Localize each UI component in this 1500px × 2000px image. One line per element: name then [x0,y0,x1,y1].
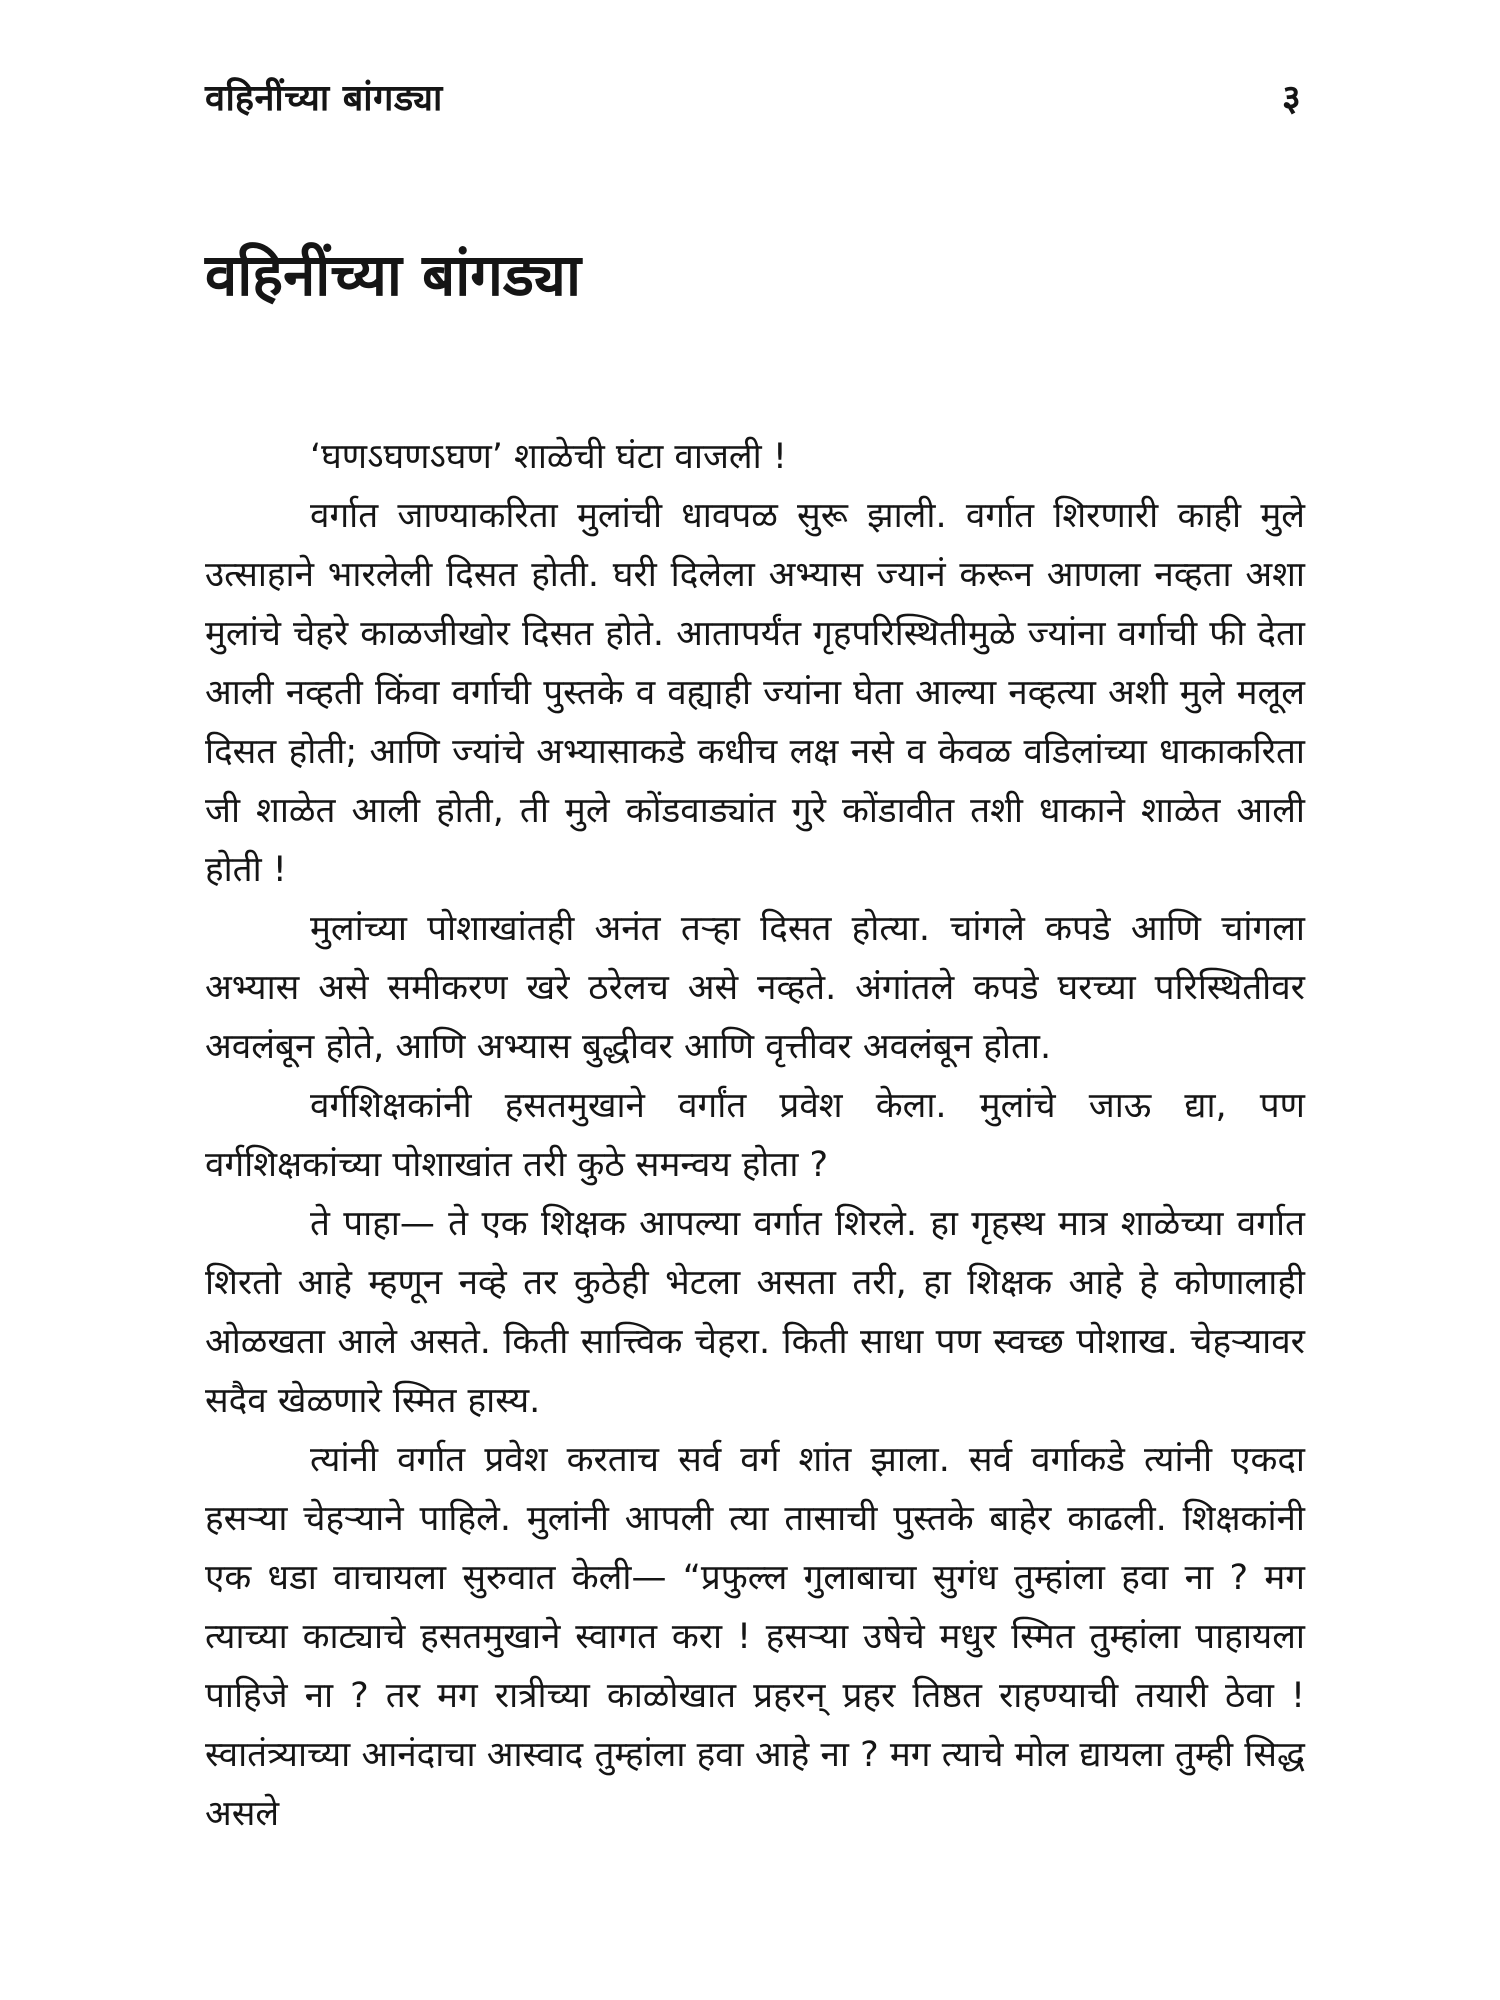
running-header-title: वहिनींच्या बांगड्या [205,78,443,119]
paragraph-2: वर्गात जाण्याकरिता मुलांची धावपळ सुरू झाली. वर्गात शिरणारी काही मुले उत्साहाने भारलेली दिसत होती. घरी दिलेला अभ्यास ज्यानं करून आणला नव्हता अशा मुलांचे चेहरे काळजीखोर दिसत होते. आतापर्यंत गृहपरिस्थितीमुळे ज्यांना वर्गाची फी देता आली नव्हती किंवा वर्गाची पुस्तके व वह्याही ज्यांना घेता आल्या नव्हत्या अशी मुले मलूल दिसत होती; आणि ज्यांचे अभ्यासाकडे कधीच लक्ष नसे व केवळ वडिलांच्या धाकाकरिता जी शाळेत आली होती, ती मुले कोंडवाड्यांत गुरे कोंडावीत तशी धाकाने शाळेत आली होती ! [205,496,1305,890]
paragraph-6: त्यांनी वर्गात प्रवेश करताच सर्व वर्ग शांत झाला. सर्व वर्गाकडे त्यांनी एकदा हसऱ्या चेहऱ्याने पाहिले. मुलांनी आपली त्या तासाची पुस्तके बाहेर काढली. शिक्षकांनी एक धडा वाचायला सुरुवात केली— “प्रफुल्ल गुलाबाचा सुगंध तुम्हांला हवा ना ? मग त्याच्या काट्याचे हसतमुखाने स्वागत करा ! हसऱ्या उषेचे मधुर स्मित तुम्हांला पाहायला पाहिजे ना ? तर मग रात्रीच्या काळोखात प्रहरन् प्रहर तिष्ठत राहण्याची तयारी ठेवा ! स्वातंत्र्याच्या आनंदाचा आस्वाद तुम्हांला हवा आहे ना ? मग त्याचे मोल द्यायला तुम्ही सिद्ध असले [205,1440,1305,1834]
paragraph-1: ‘घणऽघणऽघण’ शाळेची घंटा वाजली ! [310,437,787,477]
paragraph-5: ते पाहा— ते एक शिक्षक आपल्या वर्गात शिरले. हा गृहस्थ मात्र शाळेच्या वर्गात शिरतो आहे म्हणून नव्हे तर कुठेही भेटला असता तरी, हा शिक्षक आहे हे कोणालाही ओळखता आले असते. किती सात्त्विक चेहरा. किती साधा पण स्वच्छ पोशाख. चेहऱ्यावर सदैव खेळणारे स्मित हास्य. [205,1204,1305,1421]
page-number: ३ [1282,78,1301,119]
paragraph-3: मुलांच्या पोशाखांतही अनंत तऱ्हा दिसत होत्या. चांगले कपडे आणि चांगला अभ्यास असे समीकरण खरे ठरेलच असे नव्हते. अंगांतले कपडे घरच्या परिस्थितीवर अवलंबून होते, आणि अभ्यास बुद्धीवर आणि वृत्तीवर अवलंबून होता. [205,909,1305,1067]
body-text [205,428,1305,1844]
paragraph-4: वर्गशिक्षकांनी हसतमुखाने वर्गांत प्रवेश केला. मुलांचे जाऊ द्या, पण वर्गशिक्षकांच्या पोशाखांत तरी कुठे समन्वय होता ? [205,1086,1305,1185]
chapter-title: वहिनींच्या बांगड्या [205,240,581,309]
